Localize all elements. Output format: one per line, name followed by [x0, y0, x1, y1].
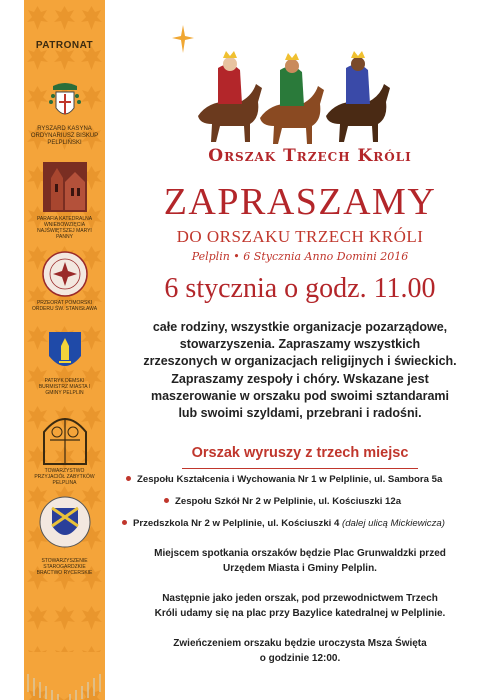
patron-caption: TOWARZYSTWO PRZYJACIÓŁ ZABYTKÓW PELPLINA [34, 468, 95, 486]
location-note: (dalej ulicą Mickiewicza) [342, 518, 445, 529]
patron-panel [32, 28, 97, 652]
paragraph-line: Urzędem Miasta i Gminy Pelplin. [223, 563, 377, 574]
location-text: Zespołu Kształcenia i Wychowania Nr 1 w Pelplinie, ul. Sambora 5a [137, 474, 443, 485]
patron-caption: STOWARZYSZENIE STAROGARDZKIE BRACTWO RYCERSKIE [36, 558, 93, 576]
patron-mayor [30, 330, 99, 396]
body-line: zrzeszonych w organizacjach religijnych i świeckich. [143, 354, 457, 369]
start-location-2 [164, 496, 401, 507]
mass-paragraph [118, 636, 482, 666]
paragraph-line: o godzinie 12:00. [259, 653, 341, 664]
time-line: 6 stycznia o godz. 11.00 [164, 273, 436, 304]
order-seal-icon [41, 250, 89, 298]
invitation-body [118, 319, 482, 422]
patron-caption: RYSZARD KASYNA ORDYNARIUSZ BISKUP PELPLIŃSKI [30, 126, 99, 146]
route-heading: Orszak wyruszy z trzech miejsc [191, 445, 409, 461]
paragraph-line: Zwieńczeniem orszaku będzie uroczysta Msza Święta [173, 638, 427, 649]
cathedral-icon [41, 160, 89, 214]
patron-banner [24, 0, 105, 700]
patron-caption: PATRYK DEMSKI BURMISTRZ MIASTA I GMINY PELPLIN [38, 378, 91, 396]
paragraph-line: Miejscem spotkania orszaków będzie Plac Grunwaldzki przed [154, 548, 446, 559]
paragraph-line: Następnie jako jeden orszak, pod przewodnictwem Trzech [162, 593, 438, 604]
body-line: całe rodziny, wszystkie organizacje pozarządowe, [152, 320, 448, 334]
patron-society [30, 410, 99, 486]
patron-parish [30, 160, 99, 240]
body-line: Zapraszamy zespoły i chóry. Wskazane jest [171, 371, 429, 386]
meeting-paragraph [118, 546, 482, 576]
date-line: Pelplin • 6 Stycznia Anno Domini 2016 [191, 250, 409, 263]
body-line: stowarzyszenia. Zapraszamy wszystkich [179, 337, 421, 352]
patron-knights [30, 494, 99, 576]
banner-fringe [24, 652, 105, 700]
three-kings-on-horses-icon [190, 38, 400, 148]
bullet-icon [126, 476, 131, 481]
bullet-icon [164, 498, 169, 503]
gothic-window-icon [40, 410, 90, 466]
location-text: Zespołu Szkół Nr 2 w Pelplinie, ul. Kościuszki 12a [175, 496, 402, 507]
patron-order [30, 250, 99, 312]
body-line: maszerowanie w orszaku pod swoimi sztandarami [150, 388, 449, 403]
start-location-1 [126, 474, 442, 485]
route-divider [182, 468, 418, 469]
start-location-3 [122, 518, 445, 529]
headline: ZAPRASZAMY [163, 181, 437, 223]
subheadline: DO ORSZAKU TRZECH KRÓLI [176, 227, 424, 246]
body-line: lub swoimi szyldami, przebrani i radośni. [178, 406, 422, 421]
event-logo-text: Orszak Trzech Króli [208, 146, 412, 166]
bullet-icon [122, 520, 127, 525]
patron-caption: PRZEORAT POMORSKI ORDERU ŚW. STANISŁAWA [31, 300, 98, 312]
patron-caption: PARAFIA KATEDRALNA WNIEBOWZIĘCIA NAJŚWIĘTSZEJ MARYI PANNY [36, 216, 93, 240]
paragraph-line: Króli udamy się na plac przy Bazylice katedralnej w Pelplinie. [154, 608, 446, 619]
patron-bishop [30, 80, 99, 147]
location-text: Przedszkola Nr 2 w Pelplinie, ul. Kościuszki 4 [133, 518, 343, 529]
town-coat-of-arms-icon [47, 330, 83, 376]
patron-title: PATRONAT [35, 40, 94, 51]
procession-paragraph [118, 591, 482, 621]
bishop-coat-of-arms-icon [47, 80, 83, 124]
knights-shield-icon [38, 494, 92, 556]
